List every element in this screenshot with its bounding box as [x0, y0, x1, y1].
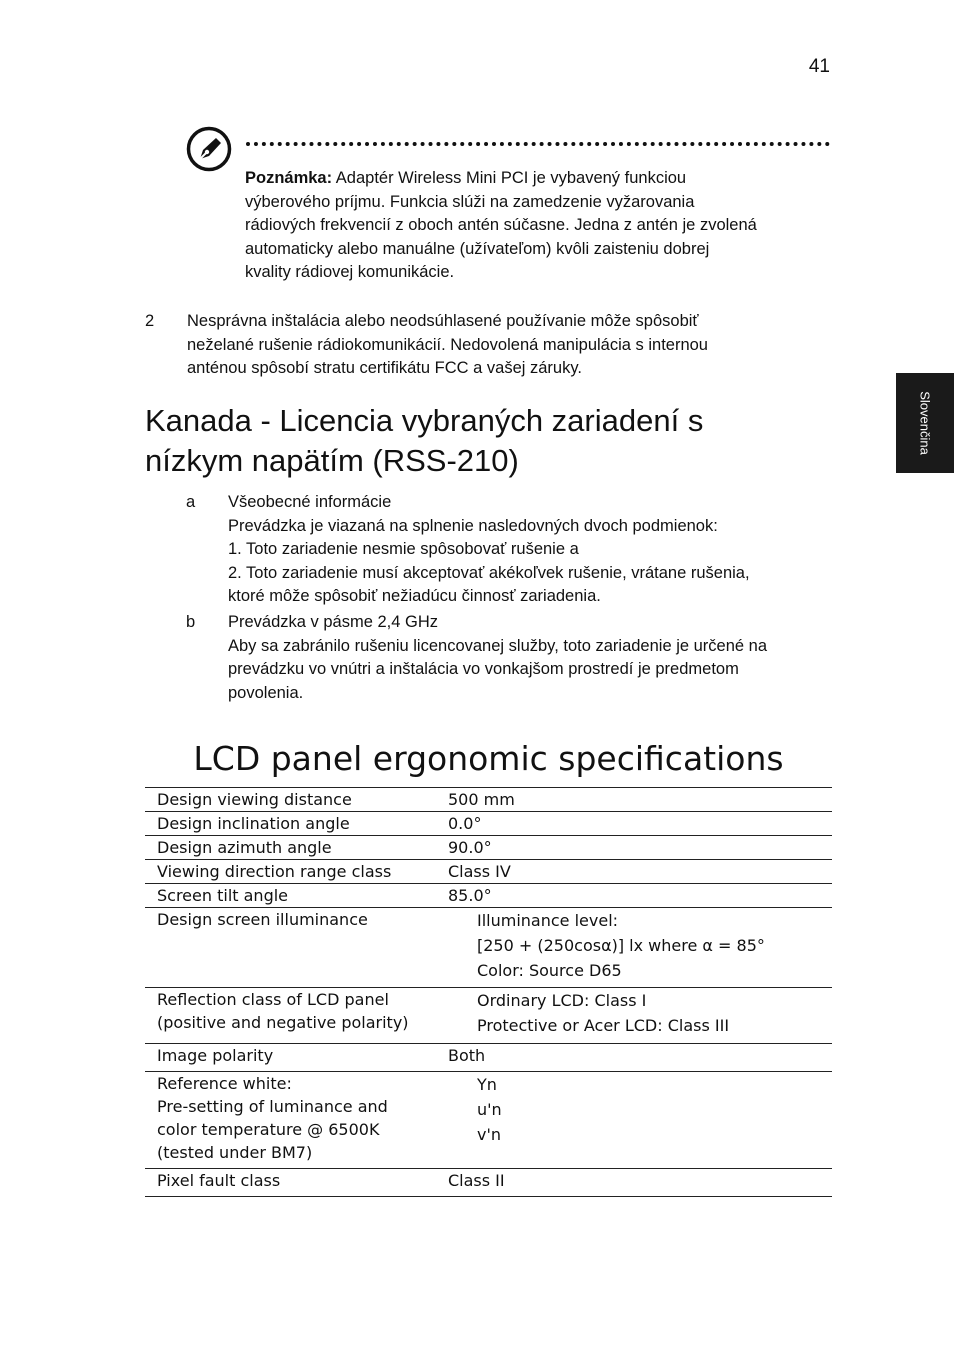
spec-value-line: 90.0° — [448, 838, 492, 857]
spec-label-line: color temperature @ 6500K — [157, 1120, 380, 1139]
table-row — [145, 1169, 832, 1197]
spec-value — [436, 1044, 832, 1072]
note-line: rádiových frekvencií z oboch antén súčasne. Jedna z antén je zvolená — [245, 216, 757, 234]
table-row — [145, 908, 832, 988]
spec-value — [436, 812, 832, 836]
section-heading-line: nízkym napätím (RSS-210) — [145, 443, 519, 478]
item-2-line: anténou spôsobí stratu certifikátu FCC a vašej záruky. — [187, 359, 582, 377]
spec-label-line: Pixel fault class — [157, 1171, 281, 1190]
spec-value-line: Protective or Acer LCD: Class III — [477, 1016, 730, 1035]
spec-label-line: Reference white: — [157, 1074, 292, 1093]
note-label: Poznámka: — [245, 169, 333, 187]
spec-value-line: [250 + (250cosα)] lx where α = 85° — [477, 936, 765, 955]
spec-label — [145, 908, 436, 988]
spec-label-line: (positive and negative polarity) — [157, 1013, 409, 1032]
page-number: 41 — [808, 56, 830, 77]
spec-value-line: Class II — [448, 1171, 505, 1190]
item-2-number: 2 — [145, 312, 155, 330]
spec-label-line: Pre-setting of luminance and — [157, 1097, 388, 1116]
spec-value-line: 500 mm — [448, 790, 515, 809]
spec-label — [145, 1072, 436, 1169]
spec-label — [145, 884, 436, 908]
spec-label — [145, 988, 436, 1044]
spec-label-line: Screen tilt angle — [157, 886, 289, 905]
spec-label-line: Reflection class of LCD panel — [157, 990, 389, 1009]
item-b-text — [228, 611, 838, 705]
table-row — [145, 1044, 832, 1072]
spec-label-line: Design viewing distance — [157, 790, 352, 809]
table-row — [145, 884, 832, 908]
item-b-letter: b — [186, 613, 196, 631]
table-row — [145, 860, 832, 884]
spec-label-line: (tested under BM7) — [157, 1143, 313, 1162]
table-row — [145, 812, 832, 836]
spec-value — [436, 908, 832, 988]
spec-value-line: Illuminance level: — [477, 911, 619, 930]
item-b-line: prevádzku vo vnútri a inštalácia vo vonkajšom prostredí je predmetom — [228, 660, 739, 678]
spec-value-line: Color: Source D65 — [477, 961, 622, 980]
note-divider — [246, 142, 830, 146]
table-row — [145, 836, 832, 860]
language-side-tab — [896, 373, 954, 473]
spec-value — [436, 884, 832, 908]
table-row — [145, 988, 832, 1044]
item-b-line: povolenia. — [228, 683, 304, 702]
note-line: kvality rádiovej komunikácie. — [245, 263, 455, 281]
spec-label — [145, 1044, 436, 1072]
spec-label-line: Design inclination angle — [157, 814, 350, 833]
item-a-text — [228, 491, 838, 609]
spec-label — [145, 860, 436, 884]
spec-value-line: 0.0° — [448, 814, 482, 833]
spec-value-line: Both — [448, 1046, 486, 1065]
spec-value-line: 85.0° — [448, 886, 492, 905]
section-heading — [145, 401, 845, 481]
spec-label — [145, 836, 436, 860]
spec-label-line: Design azimuth angle — [157, 838, 332, 857]
table-row — [145, 788, 832, 812]
note-text — [245, 167, 825, 285]
item-b-line: Prevádzka v pásme 2,4 GHz — [228, 613, 439, 631]
language-tab-label: Slovenčina — [917, 391, 933, 455]
spec-value — [436, 788, 832, 812]
spec-value-line: Ordinary LCD: Class I — [477, 991, 647, 1010]
item-a-line: 2. Toto zariadenie musí akceptovať akékoľvek rušenie, vrátane rušenia, — [228, 563, 750, 582]
spec-label — [145, 788, 436, 812]
lcd-spec-table — [145, 787, 832, 1197]
spec-value — [436, 860, 832, 884]
item-2-line: Nesprávna inštalácia alebo neodsúhlasené používanie môže spôsobiť — [187, 312, 699, 330]
item-a-line: Prevádzka je viazaná na splnenie nasledovných dvoch podmienok: — [228, 516, 718, 535]
item-2-text — [187, 310, 827, 381]
note-line: výberového príjmu. Funkcia slúži na zamedzenie vyžarovania — [245, 192, 695, 211]
note-line: automaticky alebo manuálne (užívateľom) kvôli zaisteniu dobrej — [245, 239, 710, 258]
item-a-letter: a — [186, 493, 196, 511]
lcd-spec-title: LCD panel ergonomic specifications — [193, 739, 784, 778]
item-a-line: Všeobecné informácie — [228, 493, 392, 511]
spec-value — [436, 1072, 832, 1169]
spec-value-line: Class IV — [448, 862, 511, 881]
spec-value-line: Yn — [477, 1075, 497, 1094]
spec-value — [436, 1169, 832, 1197]
spec-value-line: u'n — [477, 1100, 502, 1119]
spec-value — [436, 988, 832, 1044]
spec-value — [436, 836, 832, 860]
spec-label — [145, 812, 436, 836]
item-2-line: neželané rušenie rádiokomunikácií. Nedovolená manipulácia s internou — [187, 335, 708, 354]
item-a-line: 1. Toto zariadenie nesmie spôsobovať rušenie a — [228, 540, 579, 558]
item-a-line: ktoré môže spôsobiť nežiadúcu činnosť zariadenia. — [228, 587, 601, 605]
section-heading-line: Kanada - Licencia vybraných zariadení s — [145, 403, 704, 438]
spec-label — [145, 1169, 436, 1197]
note-pen-icon — [186, 126, 232, 172]
spec-label-line: Image polarity — [157, 1046, 274, 1065]
note-line: Adaptér Wireless Mini PCI je vybavený funkciou — [332, 169, 687, 187]
table-row — [145, 1072, 832, 1169]
spec-label-line: Viewing direction range class — [157, 862, 392, 881]
spec-label-line: Design screen illuminance — [157, 910, 368, 929]
item-b-line: Aby sa zabránilo rušeniu licencovanej služby, toto zariadenie je určené na — [228, 636, 768, 655]
spec-value-line: v'n — [477, 1125, 502, 1144]
